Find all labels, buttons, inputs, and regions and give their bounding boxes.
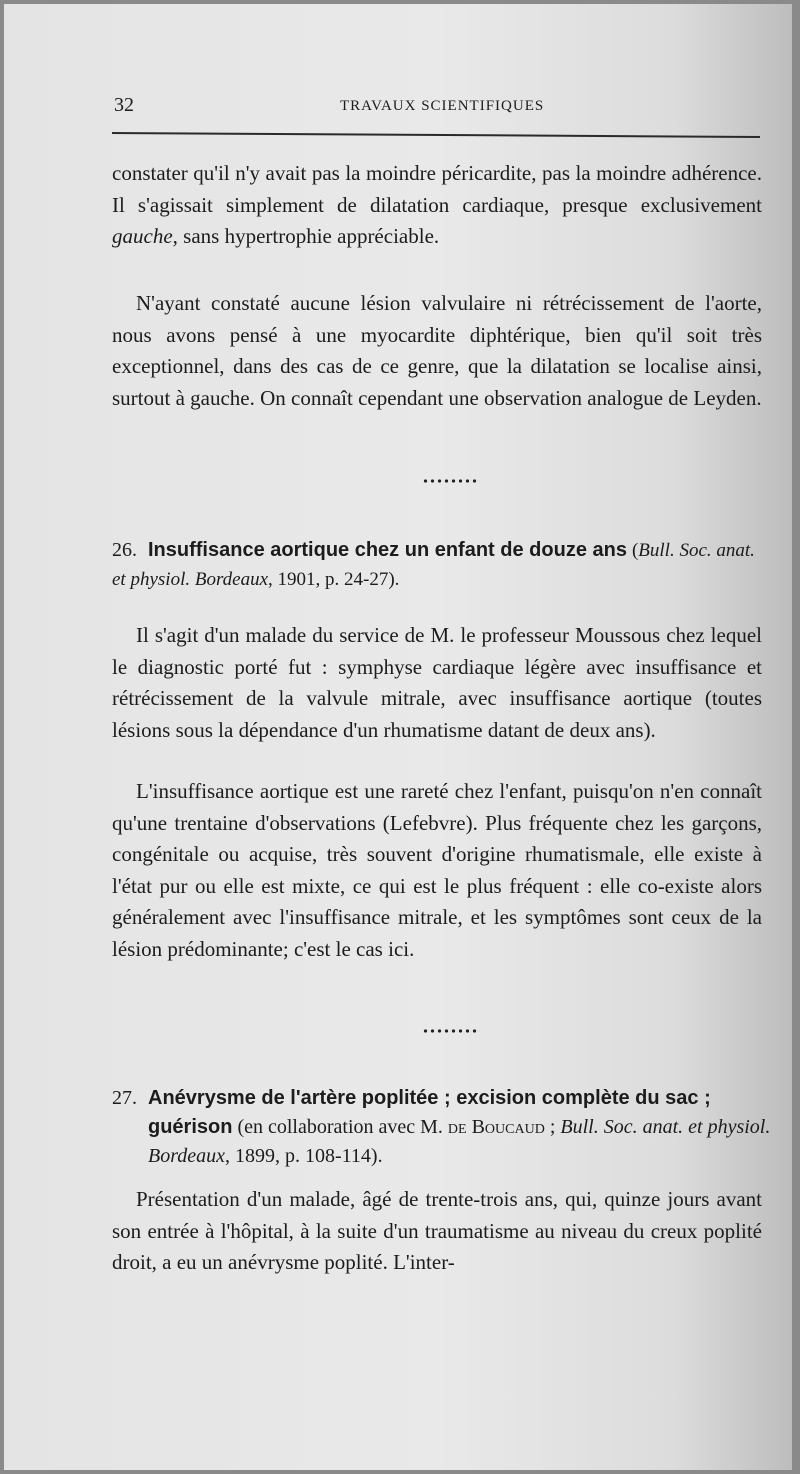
collaborator-name: de Boucaud [447, 1116, 545, 1138]
paragraph-27 [112, 1184, 762, 1279]
entry-title: Insuffisance aortique chez un enfant de douze ans [148, 539, 627, 561]
section-separator [422, 478, 480, 484]
collaboration-separator: ; [544, 1116, 561, 1138]
paragraph-text: N'ayant constaté aucune lésion valvulaire ni rétrécissement de l'aorte, nous avons pensé à une myocardite diphtérique, bien qu'il soit très exceptionnel, dans des cas de ce genre, que la dilatation se localise ainsi, surtout à gauche. On connaît cependant une observation analogue de Leyden. [112, 291, 762, 410]
paragraph-text: Présentation d'un malade, âgé de trente-trois ans, qui, quinze jours avant son entrée à l'hôpital, à la suite d'un traumatisme au niveau du creux poplité droit, a eu un anévrysme poplité. L'inter- [112, 1187, 762, 1275]
section-separator [422, 1028, 480, 1034]
entry-number: 27. [112, 1087, 137, 1109]
book-page [4, 4, 792, 1470]
entry-continuation [112, 1113, 772, 1171]
paragraph-26-a [112, 620, 762, 746]
reference-details: , 1901, p. 24-27). [268, 569, 400, 590]
page-number: 32 [114, 94, 134, 116]
header-rule [112, 132, 760, 138]
paragraph-text: constater qu'il n'y avait pas la moindre péricardite, pas la moindre adhérence. Il s'agissait simplement de dilatation cardiaque, presque exclusivement [112, 161, 762, 217]
reference-details: , 1899, p. 108-114). [225, 1145, 383, 1167]
bibliography-entry-26 [112, 536, 772, 594]
running-title: TRAVAUX SCIENTIFIQUES [340, 98, 545, 114]
bibliography-entry-27 [112, 1084, 772, 1171]
entry-title: Anévrysme de l'artère poplitée ; excision complète du sac ; [148, 1087, 711, 1109]
running-head [110, 92, 750, 122]
paragraph-26-b [112, 776, 762, 966]
entry-number: 26. [112, 539, 137, 561]
reference-paren: ( [631, 540, 639, 561]
paragraph-text: , sans hypertrophie appréciable. [172, 224, 440, 249]
paragraph-text: L'insuffisance aortique est une rareté chez l'enfant, puisqu'on n'en connaît qu'une trentaine d'observations (Lefebvre). Plus fréquente chez les garçons, congénitale ou acquise, très souvent d'origine rhumatismale, elle existe à l'état pur ou elle est mixte, ce qui est le plus fréquent : elle co-existe alors généralement avec l'insuffisance mitrale, et les symptômes sont ceux de la lésion prédominante; c'est le cas ici. [112, 779, 762, 961]
paragraph-text: Il s'agit d'un malade du service de M. le professeur Moussous chez lequel le diagnostic porté fut : symphyse cardiaque légère avec insuffisance et rétrécissement de la valvule mitrale, avec insuffisance aortique (toutes lésions sous la dépendance d'un rhumatisme datant de deux ans). [112, 623, 762, 742]
paragraph-myocardite [112, 288, 762, 414]
reference-journal: Bull. Soc. anat. et physiol. Bordeaux [112, 540, 755, 590]
emphasis-text: gauche [112, 224, 173, 249]
paragraph-continued [112, 158, 762, 253]
reference-journal: Bull. Soc. anat. et physiol. Bordeaux [148, 1116, 771, 1167]
collaboration-text: (en collaboration avec M. [232, 1116, 448, 1138]
entry-title-continued: guérison [148, 1116, 233, 1138]
